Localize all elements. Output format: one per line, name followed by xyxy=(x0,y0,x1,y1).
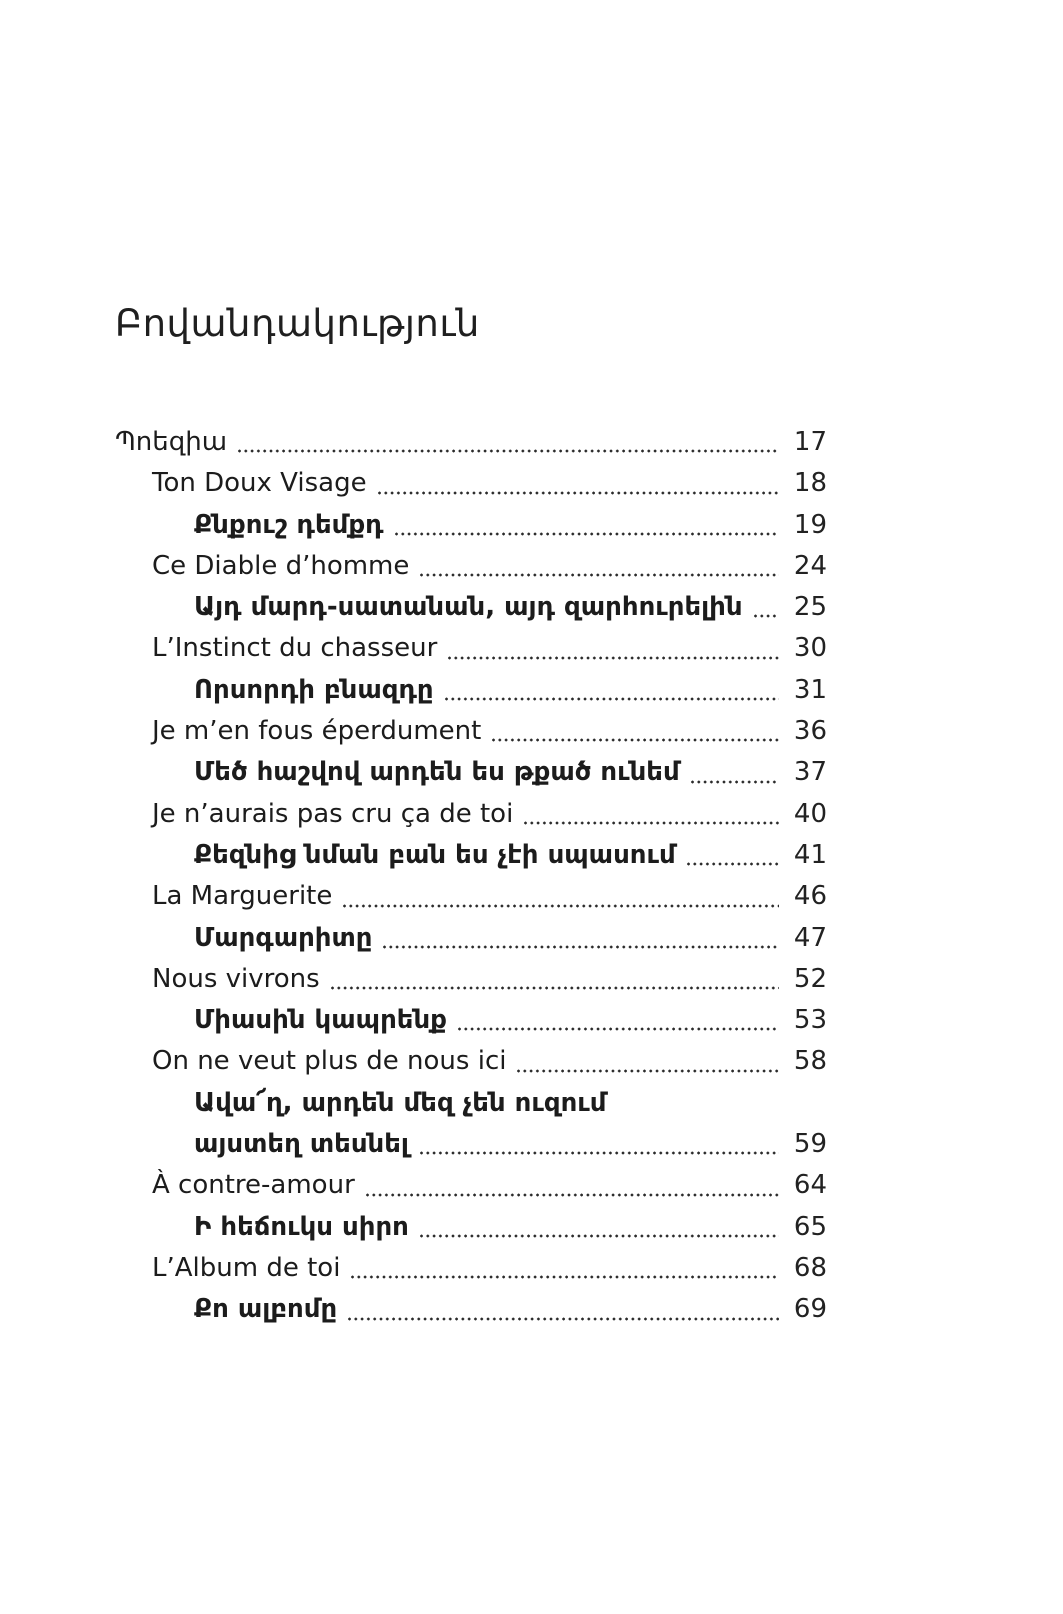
toc-entry xyxy=(115,1207,827,1248)
toc-entry-page-number: 59 xyxy=(793,1129,827,1160)
dot-leader-icon xyxy=(420,1234,779,1238)
toc-entry xyxy=(115,1041,827,1082)
toc-entry xyxy=(115,794,827,835)
toc-entry-page-number: 47 xyxy=(793,922,827,953)
toc-entry xyxy=(115,546,827,587)
dot-leader-icon xyxy=(420,573,779,577)
toc-entry xyxy=(115,959,827,1000)
toc-entry-page-number: 65 xyxy=(793,1211,827,1242)
toc-entry-page-number: 68 xyxy=(793,1252,827,1283)
toc-entry-title: Միասին կապրենք xyxy=(194,1005,448,1036)
dot-leader-icon xyxy=(492,738,779,742)
toc-entry-title: L’Album de toi xyxy=(152,1252,341,1283)
dot-leader-icon xyxy=(395,532,779,536)
dot-leader-icon xyxy=(517,1069,779,1073)
toc-entry-title: Որսորդի բնազդը xyxy=(194,674,434,705)
toc-entry xyxy=(115,876,827,917)
toc-entry-title: այստեղ տեսնել xyxy=(194,1129,409,1160)
toc-entry xyxy=(115,463,827,504)
toc-entry xyxy=(115,1083,827,1124)
toc-entry-title: Քո ալբոմը xyxy=(194,1294,338,1325)
toc-entry xyxy=(115,670,827,711)
toc-entry xyxy=(115,1248,827,1289)
toc-entry-title: L’Instinct du chasseur xyxy=(152,633,438,664)
toc-entry-title: Je n’aurais pas cru ça de toi xyxy=(152,798,514,829)
dot-leader-icon xyxy=(378,491,779,495)
dot-leader-icon xyxy=(238,449,779,453)
toc-entry-page-number: 52 xyxy=(793,963,827,994)
dot-leader-icon xyxy=(687,862,779,866)
toc-entry xyxy=(115,918,827,959)
toc-entry-page-number: 53 xyxy=(793,1005,827,1036)
toc-entry-page-number: 46 xyxy=(793,881,827,912)
toc-page xyxy=(115,300,827,1331)
dot-leader-icon xyxy=(458,1027,779,1031)
toc-entry xyxy=(115,1165,827,1206)
toc-entry-title: Այդ մարդ-սատանան, այդ զարհուրելին xyxy=(194,592,743,623)
toc-list xyxy=(115,422,827,1331)
dot-leader-icon xyxy=(448,656,779,660)
toc-entry-title: Je m’en fous éperdument xyxy=(152,716,482,747)
toc-entry-title: Nous vivrons xyxy=(152,963,320,994)
toc-entry-page-number: 31 xyxy=(793,674,827,705)
dot-leader-icon xyxy=(348,1317,779,1321)
dot-leader-icon xyxy=(331,986,779,990)
toc-entry xyxy=(115,505,827,546)
toc-entry-page-number: 19 xyxy=(793,509,827,540)
dot-leader-icon xyxy=(343,904,779,908)
dot-leader-icon xyxy=(524,821,779,825)
dot-leader-icon xyxy=(754,614,779,618)
toc-entry-title: Մեծ հաշվով արդեն ես թքած ունեմ xyxy=(194,757,680,788)
dot-leader-icon xyxy=(366,1193,779,1197)
toc-entry-title: Մարգարիտը xyxy=(194,922,373,953)
toc-entry-page-number: 17 xyxy=(793,427,827,457)
toc-entry-page-number: 58 xyxy=(793,1046,827,1077)
toc-entry-title: À contre-amour xyxy=(152,1170,355,1201)
page-title: Բովանդակություն xyxy=(115,302,480,345)
toc-entry xyxy=(115,752,827,793)
toc-entry-page-number: 18 xyxy=(793,468,827,499)
toc-entry-page-number: 64 xyxy=(793,1170,827,1201)
toc-entry-title: La Marguerite xyxy=(152,881,333,912)
toc-entry xyxy=(115,1000,827,1041)
toc-entry xyxy=(115,1124,827,1165)
toc-entry-page-number: 25 xyxy=(793,592,827,623)
toc-entry-title: Քեզնից նման բան ես չէի սպասում xyxy=(194,839,676,870)
dot-leader-icon xyxy=(383,945,779,949)
toc-entry-page-number: 40 xyxy=(793,798,827,829)
toc-entry-page-number: 24 xyxy=(793,550,827,581)
toc-entry-title: Պոեզիա xyxy=(115,427,228,457)
toc-entry-title: On ne veut plus de nous ici xyxy=(152,1046,507,1077)
toc-entry xyxy=(115,628,827,669)
toc-entry-page-number: 37 xyxy=(793,757,827,788)
dot-leader-icon xyxy=(617,1110,779,1114)
toc-entry-page-number: 69 xyxy=(793,1294,827,1325)
toc-entry-title: Քնքուշ դեմքդ xyxy=(194,509,384,540)
dot-leader-icon xyxy=(351,1275,779,1279)
toc-entry xyxy=(115,1289,827,1330)
toc-entry-title: Ավա՜ղ, արդեն մեզ չեն ուզում xyxy=(194,1087,607,1118)
toc-entry xyxy=(115,587,827,628)
toc-entry-page-number: 36 xyxy=(793,716,827,747)
toc-entry xyxy=(115,422,827,463)
toc-entry-title: Ce Diable d’homme xyxy=(152,550,410,581)
dot-leader-icon xyxy=(691,780,779,784)
toc-entry-title: Ton Doux Visage xyxy=(152,468,367,499)
toc-entry xyxy=(115,835,827,876)
dot-leader-icon xyxy=(445,697,779,701)
toc-entry-page-number: 30 xyxy=(793,633,827,664)
toc-entry-page-number: 41 xyxy=(793,839,827,870)
dot-leader-icon xyxy=(420,1151,779,1155)
toc-entry-title: Ի հեճուկս սիրո xyxy=(194,1211,409,1242)
toc-entry xyxy=(115,711,827,752)
